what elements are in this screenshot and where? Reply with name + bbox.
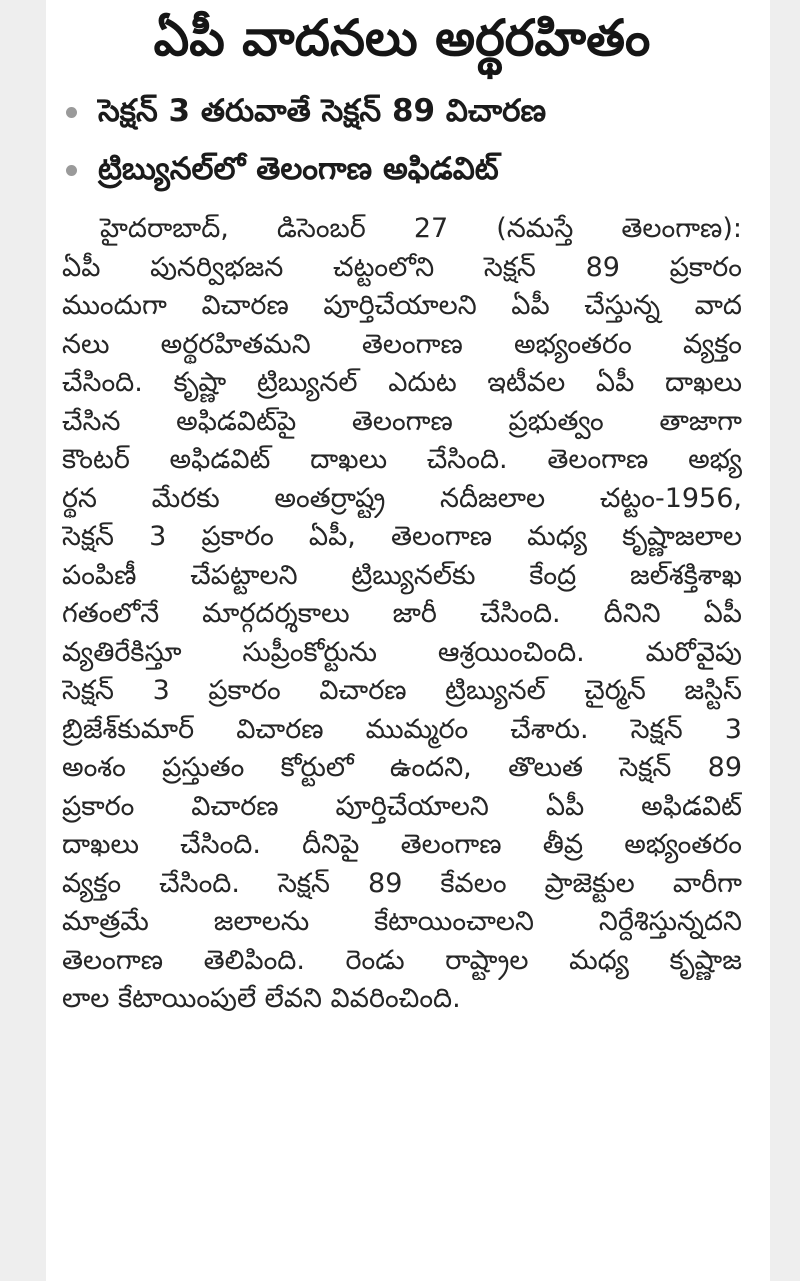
body-line: వ్యక్తం చేసింది. సెక్షన్ 89 కేవలం ప్రాజెక్టుల వారీగా [62,867,742,899]
body-line: దాఖలు చేసింది. దీనిపై తెలంగాణ తీవ్ర అభ్యంతరం [62,829,742,860]
body-line: ప్రకారం విచారణ పూర్తిచేయాలని ఏపీ అఫిడవిట్ [62,790,742,822]
bullet-dot-icon [66,165,77,176]
highlight-text: ట్రిబ్యునల్‌లో తెలంగాణ అఫిడవిట్ [98,151,499,187]
body-line: చేసిన అఫిడవిట్‌పై తెలంగాణ ప్రభుత్వం తాజాగా [62,405,742,437]
body-line: మాత్రమే జలాలను కేటాయించాలని నిర్దేశిస్తున్నదని [62,906,742,937]
article-highlights [62,82,742,198]
highlight-text: సెక్షన్ 3 తరువాతే సెక్షన్ 89 విచారణ [98,93,547,129]
body-line: సెక్షన్ 3 ప్రకారం విచారణ ట్రిబ్యునల్ చైర్మన్ జస్టిస్ [62,675,742,706]
body-line: వ్యతిరేకిస్తూ సుప్రీంకోర్టును ఆశ్రయించింది. మరోవైపు [62,636,742,668]
body-line: చేసింది. కృష్ణా ట్రిబ్యునల్ ఎదుట ఇటీవల ఏపీ దాఖలు [62,367,742,398]
body-line: నలు అర్థరహితమని తెలంగాణ అభ్యంతరం వ్యక్తం [62,328,742,360]
bullet-dot-icon [66,107,77,118]
dateline: హైదరాబాద్, డిసెంబర్ 27 (నమస్తే తెలంగాణ): [100,213,742,244]
body-line: లాల కేటాయింపులే లేవని వివరించింది. [62,983,461,1014]
page-margin-right [770,0,800,1281]
body-line: ర్థన మేరకు అంతర్రాష్ట్ర నదీజలాల చట్టం-1956, [62,482,742,514]
highlight-item [62,82,742,140]
body-line: తెలంగాణ తెలిపింది. రెండు రాష్ట్రాల మధ్య కృష్ణాజ [62,944,742,976]
body-line: ఏపీ పునర్విభజన చట్టంలోని సెక్షన్ 89 ప్రకారం [62,251,742,283]
body-line: బ్రిజేశ్‌కుమార్ విచారణ ముమ్మరం చేశారు. సెక్షన్ 3 [62,713,742,745]
body-line: ముందుగా విచారణ పూర్తిచేయాలని ఏపీ చేస్తున్న వాద [62,290,742,321]
body-line: గతంలోనే మార్గదర్శకాలు జారీ చేసింది. దీనిని ఏపీ [62,598,742,629]
article-headline: ఏపీ వాదనలు అర్థరహితం [153,9,651,67]
body-line: కౌంటర్ అఫిడవిట్ దాఖలు చేసింది. తెలంగాణ అభ్య [62,444,742,475]
body-line: అంశం ప్రస్తుతం కోర్టులో ఉందని, తొలుత సెక్షన్ 89 [62,752,742,783]
highlight-item [62,140,742,198]
page-margin-left [0,0,46,1281]
body-line: పంపిణీ చేపట్టాలని ట్రిబ్యునల్‌కు కేంద్ర జల్‌శక్తిశాఖ [62,559,742,591]
news-article [62,0,742,1281]
body-line: సెక్షన్ 3 ప్రకారం ఏపీ, తెలంగాణ మధ్య కృష్ణాజలాల [62,521,742,552]
article-body [62,210,742,1019]
